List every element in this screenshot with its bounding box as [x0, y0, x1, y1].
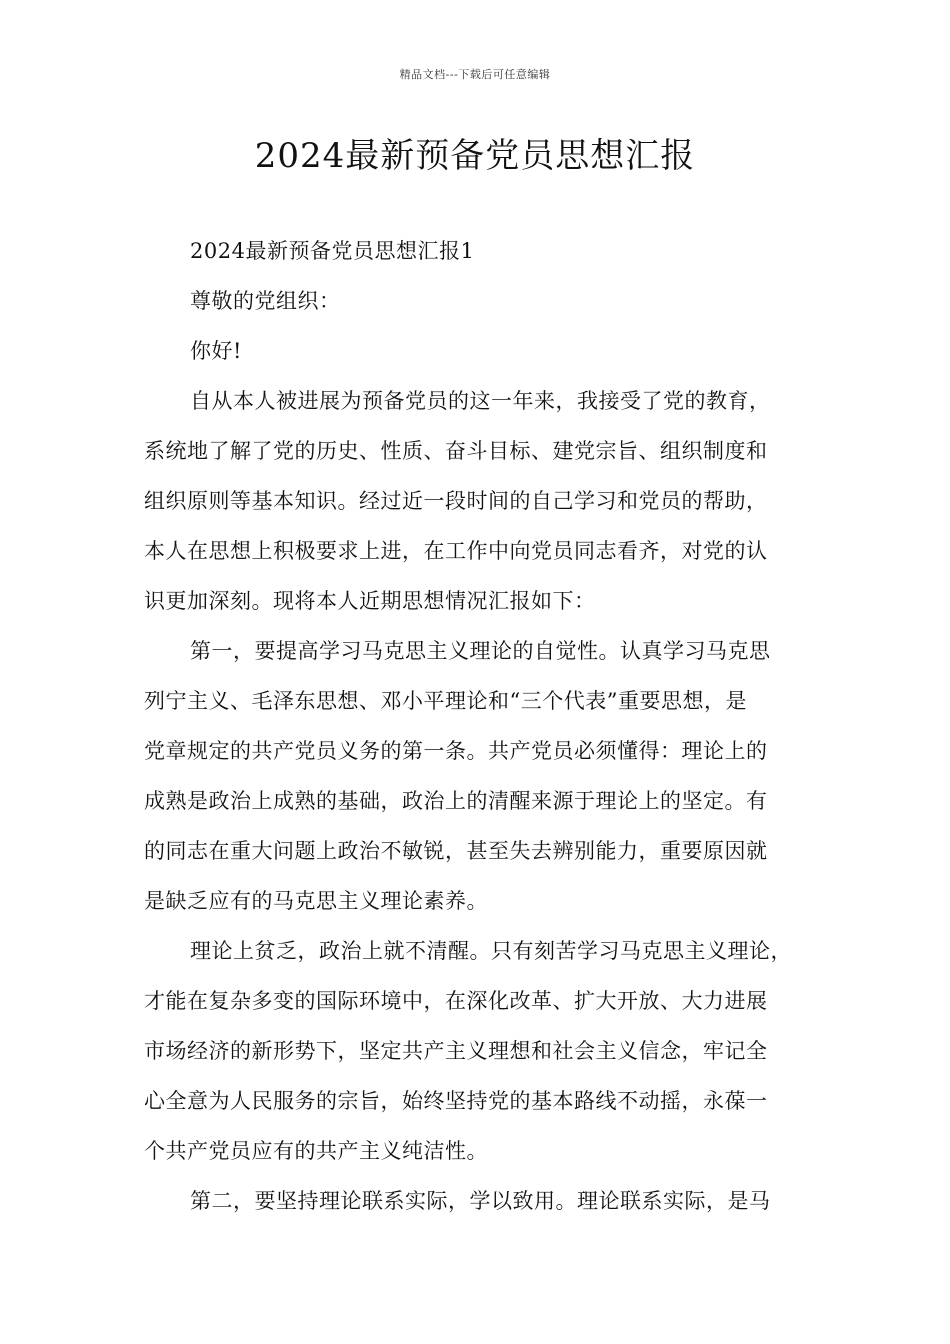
body-line: 心全意为人民服务的宗旨，始终坚持党的基本路线不动摇，永葆一 — [144, 1089, 768, 1113]
body-line: 尊敬的党组织： — [190, 289, 341, 313]
body-line: 你好! — [190, 339, 242, 363]
document-body — [144, 234, 812, 1234]
body-line: 才能在复杂多变的国际环境中，在深化改革、扩大开放、大力进展 — [144, 989, 768, 1013]
body-line: 第一，要提高学习马克思主义理论的自觉性。认真学习马克思 — [190, 639, 771, 663]
body-line: 个共产党员应有的共产主义纯洁性。 — [144, 1139, 488, 1163]
document-title: 2024最新预备党员思想汇报 — [254, 136, 696, 176]
body-line: 是缺乏应有的马克思主义理论素养。 — [144, 889, 488, 913]
body-line: 组织原则等基本知识。经过近一段时间的自己学习和党员的帮助， — [144, 489, 768, 513]
body-line: 市场经济的新形势下，坚定共产主义理想和社会主义信念，牢记全 — [144, 1039, 768, 1063]
body-line: 系统地了解了党的历史、性质、奋斗目标、建党宗旨、组织制度和 — [144, 439, 768, 463]
body-line: 自从本人被进展为预备党员的这一年来，我接受了党的教育， — [190, 389, 771, 413]
body-line: 成熟是政治上成熟的基础，政治上的清醒来源于理论上的坚定。有 — [144, 789, 768, 813]
body-line: 的同志在重大问题上政治不敏锐，甚至失去辨别能力，重要原因就 — [144, 839, 768, 863]
body-line: 列宁主义、毛泽东思想、邓小平理论和“三个代表”重要思想，是 — [144, 689, 747, 713]
body-line: 识更加深刻。现将本人近期思想情况汇报如下： — [144, 589, 596, 613]
body-line: 理论上贫乏，政治上就不清醒。只有刻苦学习马克思主义理论， — [190, 939, 792, 963]
header-note: 精品文档---下载后可任意编辑 — [399, 68, 551, 81]
body-line: 党章规定的共产党员义务的第一条。共产党员必须懂得：理论上的 — [144, 739, 768, 763]
body-line: 本人在思想上积极要求上进，在工作中向党员同志看齐，对党的认 — [144, 539, 768, 563]
body-line: 2024最新预备党员思想汇报1 — [190, 239, 475, 263]
body-line: 第二，要坚持理论联系实际，学以致用。理论联系实际，是马 — [190, 1189, 771, 1213]
